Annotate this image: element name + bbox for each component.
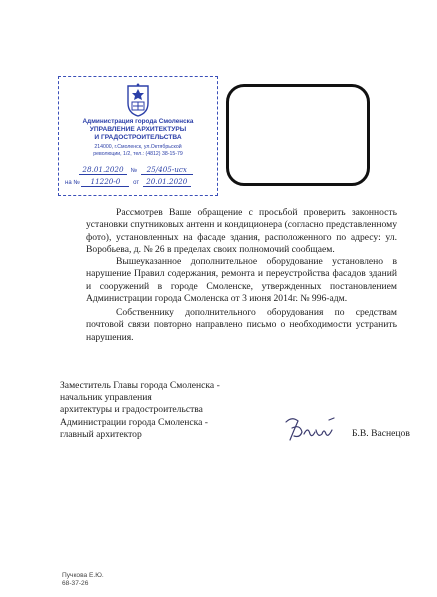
body-paragraph-2: Вышеуказанное дополнительное оборудование установлено в нарушение Правил содержания, ремонта и переустройства фасадов зданий и сооружений в городе Смоленске, утвержденных постановлением Администрации города Смоленска от 3 июня 2014г. № 996-адм. (86, 256, 397, 304)
position-line: Заместитель Главы города Смоленска - (60, 380, 220, 391)
body-paragraph-1: Рассмотрев Ваше обращение с просьбой проверить законность установки спутниковых антенн и кондиционера (согласно представленному фото), установленных на фасаде здания, расположенного по адресу: ул. Воробьева, д. № 26 в пределах своих полномочий сообщаем. (86, 207, 397, 255)
city-coat-of-arms-icon (125, 83, 151, 117)
stamp-reference-row (65, 177, 191, 188)
stamp-address: 214000, г.Смоленск, ул.Октябрьской (94, 144, 182, 150)
number-label: № (130, 168, 138, 174)
executor-phone: 68-37-26 (62, 580, 89, 587)
reference-from-label: от (133, 180, 140, 186)
executor-info (62, 572, 104, 588)
executor-name: Пучкова Е.Ю. (62, 572, 104, 579)
body-paragraph-3: Собственнику дополнительного оборудования по средствам почтовой связи повторно направлено письмо о необходимости устранить нарушения. (86, 307, 397, 343)
stamp-department: УПРАВЛЕНИЕ АРХИТЕКТУРЫ (89, 126, 187, 133)
reference-date: 20.01.2020 (143, 177, 191, 187)
outgoing-date: 28.01.2020 (79, 165, 127, 175)
handwritten-signature (282, 412, 340, 446)
stamp-organization: Администрация города Смоленска (82, 118, 194, 125)
stamp-department-2: И ГРАДОСТРОИТЕЛЬСТВА (94, 134, 182, 141)
position-line: Администрации города Смоленска - (60, 416, 209, 428)
stamp-date-row (79, 165, 193, 176)
position-line: архитектуры и градостроительства (60, 404, 203, 416)
outgoing-number: 25/405-исх (141, 165, 193, 175)
signatory-position (60, 380, 220, 441)
redacted-addressee-box (226, 84, 370, 186)
position-line: начальник управления (60, 392, 152, 404)
reference-number: 11220-0 (81, 177, 129, 187)
signer-name: Б.В. Васнецов (352, 428, 410, 439)
official-stamp (58, 76, 218, 196)
position-line: главный архитектор (60, 428, 142, 440)
stamp-address-2: революции, 1/2, тел.: (4812) 38-15-79 (93, 151, 183, 157)
reference-prefix: на № (65, 180, 80, 186)
